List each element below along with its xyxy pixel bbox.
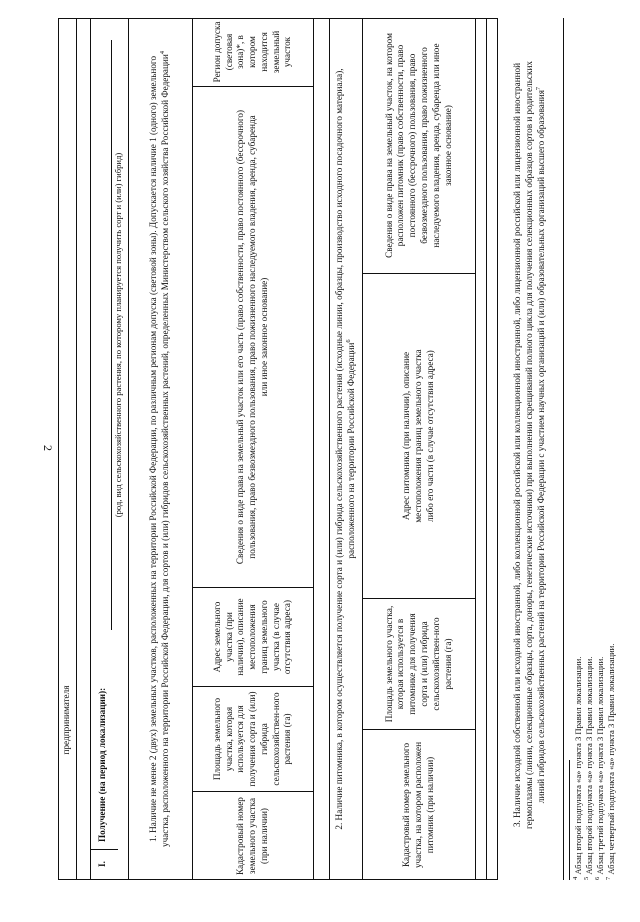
footnote: $^5$ Абзац второй подпункта «а» пункта 3 Правил локализации. bbox=[583, 656, 594, 880]
item-two-col-cadastral: Кадастровый номер земельного участка, на котором расположен питомник (при наличии) bbox=[401, 741, 435, 869]
section-title: Получение (на период локализации): bbox=[97, 687, 108, 842]
item-one-col-cadastral: Кадастровый номер земельного участка (при наличии) bbox=[235, 797, 269, 875]
item-two-col-area: Площадь земельного участка, которая используется в питомнике для получения сорта и (или) гибрида сельскохозяйствен-ного растения (га) bbox=[383, 605, 453, 723]
col-divider bbox=[193, 686, 313, 687]
footnote-mark: 4 bbox=[159, 51, 167, 55]
footnote: $^6$ Абзац третий подпункта «а» пункта 3 Правил локализации. bbox=[594, 656, 605, 880]
divider bbox=[475, 18, 476, 880]
col-divider bbox=[363, 598, 475, 599]
item-three-body: 3. Наличие исходной собственной или исходной иностранной, либо коллекционной российской или коллекционной иностранной, либо лицензионной российской или лицензионной иностранной гермоплазмы (линии, селекционные образцы, сорта, доноры, генетические источники) при выполнении скрещиваний полного цикла для получения селекционных образцов сортов и родительских линий гибридов сельскохозяйственных растений на территории Российской Федерации с участием научных организаций и (или) образовательных организаций высшего образования bbox=[511, 61, 547, 829]
footnote: $^7$ Абзац четвертый подпункта «а» пункта 3 Правил локализации. bbox=[605, 643, 616, 880]
divider bbox=[76, 18, 77, 880]
item-two-col-rights: Сведения о виде права на земельный участок, на котором расположен питомник (право собственности, право постоянного (бессрочного) пользования, право безвозмездного пользования, право пожизненного наследуемого владения, аренда, субаренда или иное законное основание) bbox=[383, 33, 453, 258]
item-one-col-area: Площадь земельного участка, которая используется для получения сорта и (или) гибрида сельскохозяйствен-ного растения (га) bbox=[211, 691, 293, 787]
col-divider bbox=[363, 729, 475, 730]
divider bbox=[90, 849, 118, 850]
section-caption: (род, вид сельскохозяйственного растения, по которому планируется получить сорт и (или) гибрид) bbox=[112, 152, 123, 518]
item-one-col-region: Регион допуска (световая зона)*, в котором находится земельный участок bbox=[211, 21, 293, 83]
col-divider bbox=[193, 587, 313, 588]
rotated-document-canvas bbox=[40, 18, 620, 880]
bottom-rule bbox=[563, 18, 564, 880]
divider bbox=[486, 18, 487, 880]
header-row-label: предпринимателя bbox=[61, 685, 72, 755]
footnote-mark: 7 bbox=[535, 86, 543, 91]
col-divider bbox=[363, 273, 475, 274]
divider bbox=[313, 18, 314, 880]
footnote-separator bbox=[569, 760, 570, 880]
col-divider bbox=[193, 86, 313, 87]
divider bbox=[128, 18, 129, 880]
item-two-col-address: Адрес питомника (при наличии), описание местоположения границ земельного участка либо его части (в случае отсутствия адреса) bbox=[401, 349, 435, 523]
page-number: 2 bbox=[41, 445, 55, 451]
item-one-body: 1. Наличие не менее 2 (двух) земельных участков, расположенных на территории Российской Федерации, по различным регионам допуска (световой зоны). Допускается наличие 1 (одного) земельного участка, расположенного на территории Российской Федерации, для сортов и (или) гибридов сельскохозяйственных растений, определенных Министерством сельского хозяйства Российской Федерации bbox=[147, 54, 171, 847]
item-one-text bbox=[130, 38, 190, 860]
footnote-mark: 6 bbox=[345, 339, 353, 343]
divider bbox=[90, 18, 91, 880]
item-two-text bbox=[330, 38, 362, 860]
item-three-text bbox=[499, 50, 561, 840]
item-one-col-address: Адрес земельного участка (при наличии), описание местоположения границ земельного участка (в случае отсутствия адреса) bbox=[211, 598, 293, 676]
footnote: $^4$ Абзац второй подпункта «а» пункта 3 Правил локализации. bbox=[572, 656, 583, 880]
item-one-col-rights: Сведения о виде права на земельный участок или его часть (право собственности, право постоянного (бессрочного) пользования, право безвозмездного пользования, право пожизненного наследуемого владения, аренда, субаренда или иное законное основание) bbox=[235, 109, 269, 565]
col-divider bbox=[193, 791, 313, 792]
item-two-body: 2. Наличие питомника, в котором осуществляется получение сорта и (или) гибрида сельскохозяйственного растения (исходные линии, образцы, производство исходного посадочного материала), расположенного на территории Российской Федерации bbox=[333, 68, 357, 830]
section-number: I. bbox=[97, 861, 108, 867]
